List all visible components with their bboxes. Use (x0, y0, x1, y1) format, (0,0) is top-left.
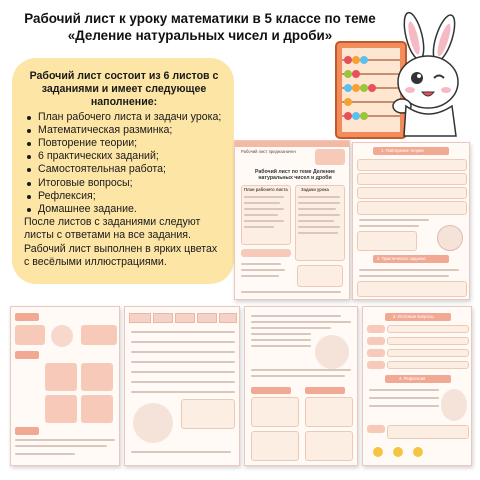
list-item: План рабочего листа и задачи урока; (24, 111, 224, 124)
page-title: Рабочий лист к уроку математики в 5 классе по теме «Деление натуральных чисел и дроби» (24, 11, 376, 43)
list-item: 6 практических заданий; (24, 150, 224, 163)
content-list (24, 111, 224, 217)
page-title: Рабочий лист по теме Деление натуральных чисел и дроби (255, 169, 335, 181)
page-header-text: Рабочий лист предназначен (241, 149, 296, 154)
list-item: Домашнее задание. (24, 203, 224, 216)
section-heading: 4. Рефлексия (399, 376, 426, 381)
section-heading: 3. Итоговые вопросы (393, 314, 434, 319)
list-item: Математическая разминка; (24, 124, 224, 137)
info-heading: Рабочий лист состоит из 6 листов с заданиями и имеет следующее наполнение: (29, 70, 219, 109)
list-item: Самостоятельная работа; (24, 163, 224, 176)
tasks-heading: Задачи урока (301, 187, 329, 192)
bunny-abacus-illustration (322, 8, 472, 148)
plan-heading: План рабочего листа (244, 187, 288, 192)
worksheet-page-practice-2 (124, 306, 240, 466)
content-description-box (12, 58, 234, 284)
worksheet-page-practice-1 (10, 306, 120, 466)
section-heading: 2. Практическое задание (377, 256, 426, 261)
worksheet-page-practice-3 (244, 306, 358, 466)
info-footer: После листов с заданиями следуют листы с ответами на все задания. Рабочий лист выполнен в ярких цветах с весёлыми иллюстрациями. (24, 216, 218, 268)
list-item: Рефлексия; (24, 190, 224, 203)
section-heading: 1. Повторение теории (381, 148, 424, 153)
list-item: Повторение теории; (24, 137, 224, 150)
worksheet-page-summary (362, 306, 472, 466)
worksheet-page-theory (352, 142, 470, 300)
list-item: Итоговые вопросы; (24, 177, 224, 190)
worksheet-page-plan (234, 140, 350, 300)
